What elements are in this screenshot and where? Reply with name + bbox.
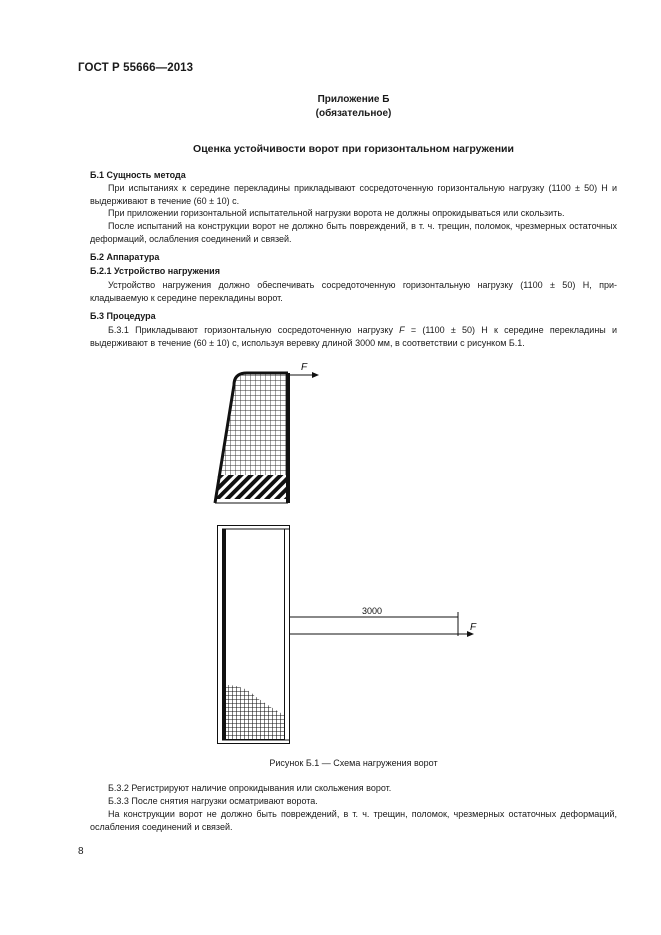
section-b2-paragraph-1: Устройство нагружения должно обеспечивать сосредоточенную горизонтальную нагрузку (1100 ± 50) Н, прикладываемую к середине перекладины ворот.: [90, 280, 617, 303]
dimension-label: 3000: [361, 606, 383, 616]
goal-front-view: [218, 526, 290, 744]
section-b1-paragraph-3: После испытаний на конструкции ворот не должно быть повреждений, в т. ч. трещин, поломок, чрезмерных остаточных деформаций, ослабления соединений и связей.: [90, 221, 617, 244]
section-b3-paragraph-1: [90, 324, 617, 349]
section-b2-1-heading: Б.2.1 Устройство нагружения: [90, 266, 220, 276]
section-b2-heading: Б.2 Аппаратура: [90, 252, 160, 262]
appendix-label: Приложение Б: [317, 94, 390, 105]
force-label-bottom: F: [470, 622, 477, 633]
section-b1-heading: Б.1 Сущность метода: [90, 170, 186, 180]
appendix-title: [90, 93, 617, 121]
section-b3-paragraph-2: Б.3.2 Регистрируют наличие опрокидывания или скольжения ворот.: [108, 783, 392, 793]
appendix-status: (обязательное): [315, 108, 392, 119]
figure-goal-loading-scheme: [200, 355, 490, 755]
force-label-top: F: [301, 362, 308, 373]
section-b3-paragraph-3: Б.3.3 После снятия нагрузки осматривают ворота.: [108, 796, 318, 806]
section-b1-paragraph-2: При приложении горизонтальной испытательной нагрузки ворота не должны опрокидываться или скользить.: [108, 208, 565, 218]
main-title: Оценка устойчивости ворот при горизонтальном нагружении: [193, 143, 514, 155]
page-number: 8: [78, 846, 84, 857]
document-header: ГОСТ Р 55666—2013: [78, 62, 194, 74]
section-b3-heading: Б.3 Процедура: [90, 311, 156, 321]
b3-1-text-start: Б.3.1 Прикладывают горизонтальную сосредоточенную нагрузку: [108, 325, 400, 335]
force-variable: F: [399, 325, 405, 335]
figure-caption: Рисунок Б.1 — Схема нагружения ворот: [269, 758, 438, 768]
section-b1-paragraph-1: При испытаниях к середине перекладины прикладывают сосредоточенную горизонтальную нагрузку (1100 ± 50) Н и выдерживают в течение (60 ± 10) с.: [90, 183, 617, 206]
b3-1-text-end: = (1100 ± 50) Н к середине перекладины и выдерживают в течение (60 ± 10) с, используя веревку длиной 3000 мм, в соответствии с рисунком Б.1.: [90, 325, 617, 348]
goal-side-view: [215, 373, 288, 503]
section-b3-paragraph-4: На конструкции ворот не должно быть повреждений, в т. ч. трещин, поломок, чрезмерных остаточных деформаций, ослабления соединений и связей.: [90, 809, 617, 832]
